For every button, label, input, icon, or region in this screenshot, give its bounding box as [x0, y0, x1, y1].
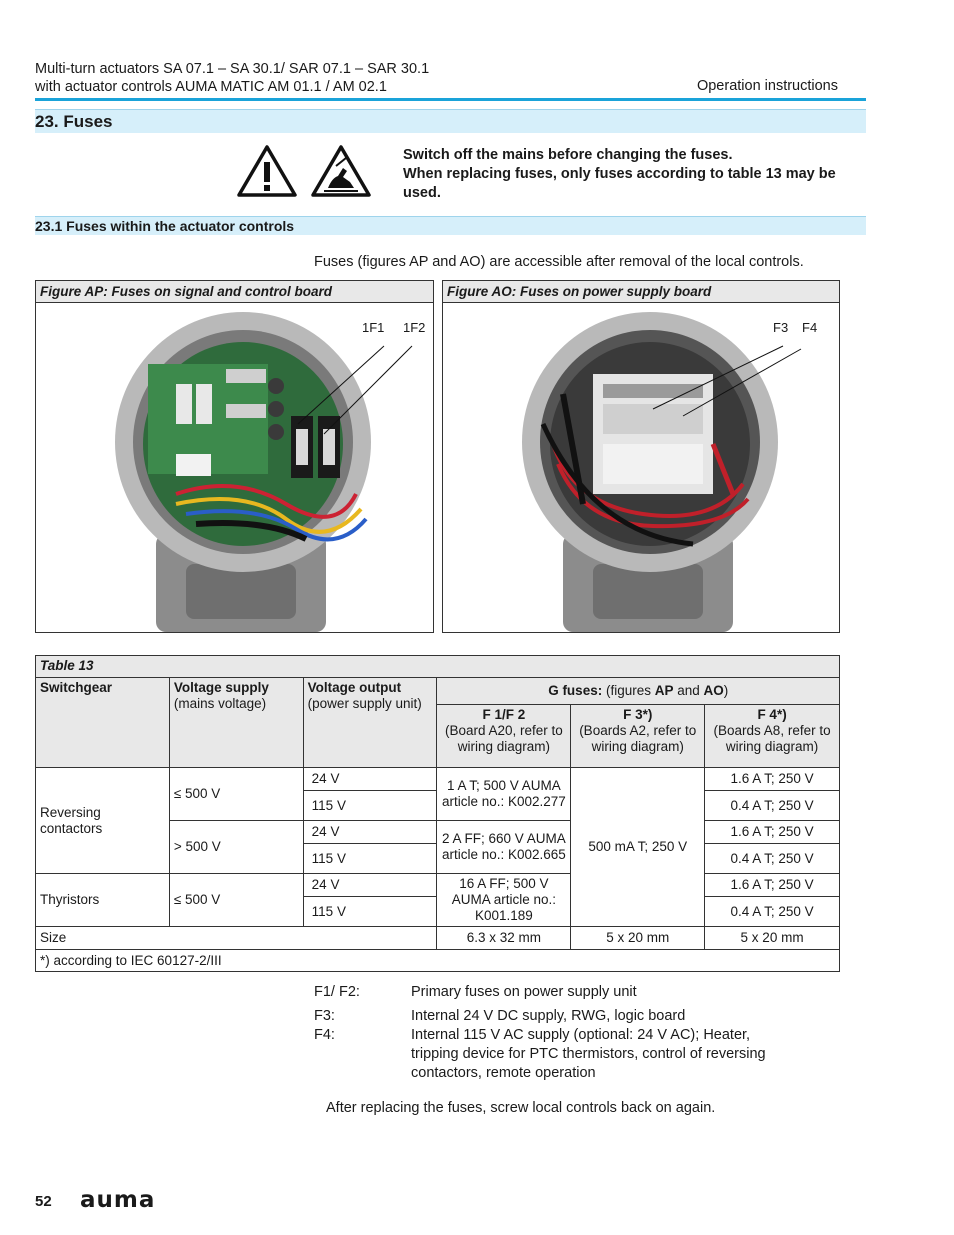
cell-size-f3: 5 x 20 mm — [571, 927, 705, 950]
header-f3-sub: (Boards A2, refer to wiring diagram) — [579, 723, 697, 754]
subsection-title: 23.1 Fuses within the actuator controls — [35, 218, 295, 234]
header-f4-label: F 4*) — [757, 707, 787, 722]
header-voltage-supply-sub: (mains voltage) — [173, 696, 267, 711]
warning-triangle-icon — [236, 144, 298, 198]
cell-24v-c: 24 V — [303, 874, 437, 897]
header-f3 — [571, 705, 705, 768]
header-f12-sub: (Board A20, refer to wiring diagram) — [444, 723, 563, 754]
cell-f3-all: 500 mA T; 250 V — [571, 768, 705, 927]
figure-ao-title: Figure AO: Fuses on power supply board — [443, 281, 839, 303]
header-g-fuses-text-b: ) — [723, 683, 729, 698]
cell-f12-row1: 1 A T; 500 V AUMA article no.: K002.277 — [437, 768, 571, 821]
cell-le500-a: ≤ 500 V — [169, 768, 303, 821]
header-voltage-output-label: Voltage output — [307, 680, 402, 695]
header-g-fuses — [437, 678, 840, 705]
cell-thyristors: Thyristors — [36, 874, 170, 927]
cell-f4-115v-b: 0.4 A T; 250 V — [705, 844, 840, 874]
header-f12 — [437, 705, 571, 768]
header-line-2: with actuator controls AUMA MATIC AM 01.1 / AM 02.1 — [35, 79, 387, 95]
cell-f4-115v-a: 0.4 A T; 250 V — [705, 791, 840, 821]
subsection-heading-bar — [35, 216, 866, 235]
label-1f2: 1F2 — [403, 320, 426, 335]
legend-key-f3: F3: — [314, 1008, 335, 1024]
cell-f4-24v-b: 1.6 A T; 250 V — [705, 821, 840, 844]
document-header — [35, 60, 429, 96]
label-f3: F3 — [773, 320, 789, 335]
header-g-fuses-ap: AP — [654, 683, 674, 698]
figure-ap — [35, 280, 434, 633]
header-g-fuses-ao: AO — [703, 683, 724, 698]
cell-24v-b: 24 V — [303, 821, 437, 844]
cell-gt500: > 500 V — [169, 821, 303, 874]
cell-reversing-contactors: Reversing contactors — [36, 768, 170, 874]
signal-control-board-photo — [36, 304, 433, 632]
table-caption: Table 13 — [36, 656, 840, 678]
header-line-1: Multi-turn actuators SA 07.1 – SA 30.1/ SAR 07.1 – SAR 30.1 — [35, 61, 430, 77]
header-g-fuses-label: G fuses: — [548, 683, 603, 698]
warning-line-1: Switch off the mains before changing the fuses. — [403, 147, 733, 163]
table-footnote: *) according to IEC 60127-2/III — [36, 950, 840, 972]
esd-warning-icon — [310, 144, 372, 198]
fuse-table — [35, 655, 840, 972]
header-f4 — [705, 705, 840, 768]
auma-logo: auma — [80, 1187, 156, 1213]
intro-text: Fuses (figures AP and AO) are accessible after removal of the local controls. — [314, 254, 804, 270]
header-voltage-output — [303, 678, 437, 768]
label-1f1: 1F1 — [362, 320, 385, 335]
legend-value-f3: Internal 24 V DC supply, RWG, logic board — [411, 1008, 686, 1024]
page-number: 52 — [35, 1193, 52, 1210]
header-voltage-output-sub: (power supply unit) — [307, 696, 422, 711]
label-f4: F4 — [802, 320, 818, 335]
header-voltage-supply — [169, 678, 303, 768]
legend-key-f1f2: F1/ F2: — [314, 984, 360, 1000]
cell-f4-24v-c: 1.6 A T; 250 V — [705, 874, 840, 897]
cell-f4-115v-c: 0.4 A T; 250 V — [705, 897, 840, 927]
section-title: 23. Fuses — [35, 112, 113, 131]
header-switchgear — [36, 678, 170, 768]
legend-item-f4 — [314, 1026, 914, 1086]
section-heading-bar — [35, 109, 866, 133]
warning-line-2: When replacing fuses, only fuses according to table 13 may be used. — [403, 166, 836, 201]
header-voltage-supply-label: Voltage supply — [173, 680, 269, 695]
legend-item-f3 — [314, 1007, 914, 1027]
cell-f12-row3: 16 A FF; 500 V AUMA article no.: K001.189 — [437, 874, 571, 927]
header-g-fuses-text-a: (figures — [602, 683, 655, 698]
header-g-fuses-and: and — [673, 683, 704, 698]
cell-size-f12: 6.3 x 32 mm — [437, 927, 571, 950]
cell-115v-b: 115 V — [303, 844, 437, 874]
cell-115v-a: 115 V — [303, 791, 437, 821]
cell-size-label: Size — [36, 927, 437, 950]
header-f12-label: F 1/F 2 — [482, 707, 526, 722]
power-supply-board-photo — [443, 304, 839, 632]
figure-ap-title: Figure AP: Fuses on signal and control board — [36, 281, 433, 303]
header-rule — [35, 98, 866, 101]
cell-24v-a: 24 V — [303, 768, 437, 791]
legend-key-f4: F4: — [314, 1027, 335, 1043]
header-f3-label: F 3*) — [623, 707, 653, 722]
legend-value-f4: Internal 115 V AC supply (optional: 24 V AC); Heater, tripping device for PTC thermistors, control of reversing contactors, remote operation — [411, 1027, 766, 1081]
cell-le500-b: ≤ 500 V — [169, 874, 303, 927]
closing-text: After replacing the fuses, screw local controls back on again. — [326, 1100, 716, 1116]
header-switchgear-label: Switchgear — [40, 680, 113, 695]
cell-115v-c: 115 V — [303, 897, 437, 927]
warning-text — [403, 146, 853, 203]
legend-item-f1f2 — [314, 983, 914, 1003]
cell-f4-24v-a: 1.6 A T; 250 V — [705, 768, 840, 791]
cell-f12-row2: 2 A FF; 660 V AUMA article no.: K002.665 — [437, 821, 571, 874]
header-doc-type: Operation instructions — [696, 78, 838, 94]
cell-size-f4: 5 x 20 mm — [705, 927, 840, 950]
header-f4-sub: (Boards A8, refer to wiring diagram) — [713, 723, 831, 754]
figure-ao — [442, 280, 840, 633]
legend-value-f1f2: Primary fuses on power supply unit — [411, 984, 637, 1000]
